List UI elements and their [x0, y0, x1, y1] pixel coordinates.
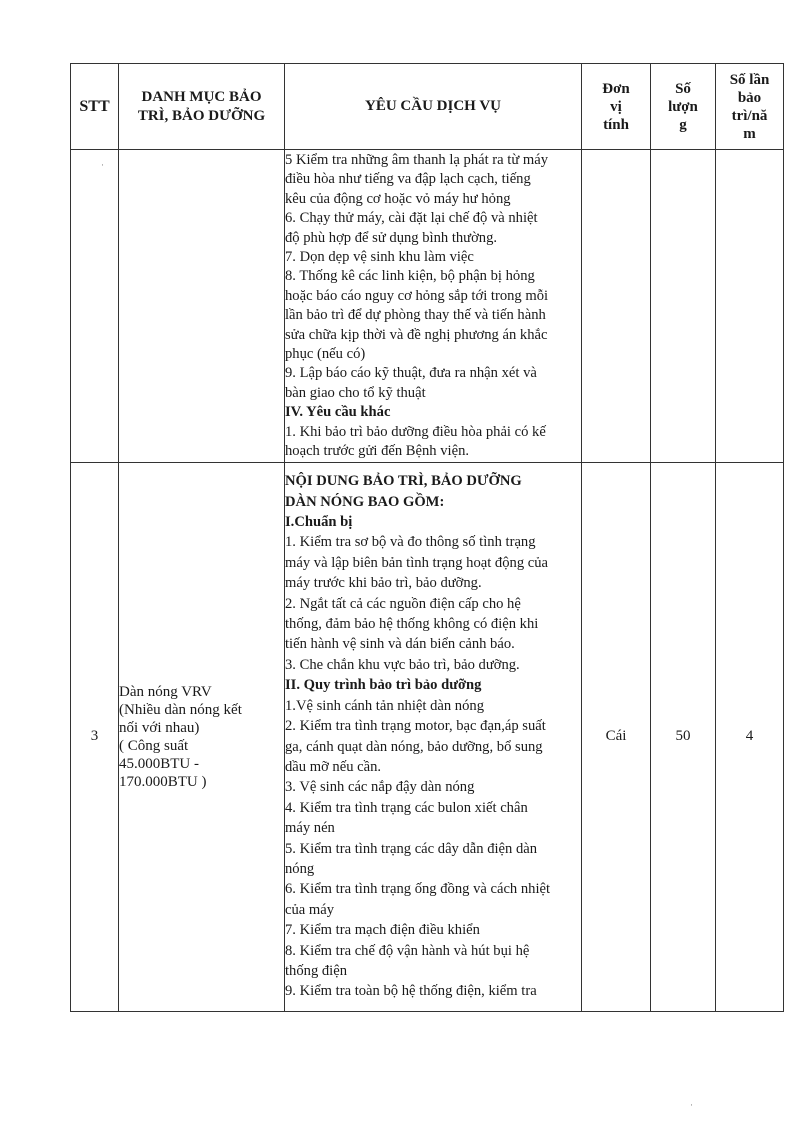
scan-speck: · [690, 1100, 693, 1110]
requirement-line: 8. Kiểm tra chế độ vận hành và hút bụi hệ [285, 942, 530, 959]
cell-unit: Cái [582, 462, 651, 1011]
section-heading: II. Quy trình bảo trì bảo dưỡng [285, 677, 482, 694]
cell-frequency: 4 [716, 462, 784, 1011]
requirement-line: 4. Kiểm tra tình trạng các bulon xiết chân [285, 799, 528, 816]
requirement-line: 3. Vệ sinh các nắp đậy dàn nóng [285, 779, 475, 796]
table-row [71, 150, 784, 463]
requirement-line: 1. Khi bảo trì bảo dưỡng điều hòa phải có kế [285, 423, 546, 440]
header-unit: Đơn vị tính [582, 64, 651, 150]
requirement-line: ga, cánh quạt dàn nóng, bảo dưỡng, bổ sung [285, 738, 543, 755]
table-header-row [71, 64, 784, 150]
requirement-line: tiến hành vệ sinh và dán biển cảnh báo. [285, 636, 515, 653]
requirement-line: sửa chữa kịp thời và đề nghị phương án khắc [285, 326, 548, 343]
header-category: DANH MỤC BẢO TRÌ, BẢO DƯỠNG [119, 64, 285, 150]
requirement-line: hoặc báo cáo nguy cơ hỏng sắp tới trong mỗi [285, 287, 549, 304]
requirement-line: 8. Thống kê các linh kiện, bộ phận bị hỏng [285, 268, 535, 285]
service-table [70, 63, 784, 1012]
requirement-line: 7. Dọn dẹp vệ sinh khu làm việc [285, 249, 474, 266]
requirement-line: máy nén [285, 820, 335, 837]
requirement-line: 2. Kiểm tra tình trạng motor, bạc đạn,áp suất [285, 718, 546, 735]
cell-stt [71, 150, 119, 463]
section-heading: I.Chuẩn bị [285, 514, 353, 531]
requirement-line: điều hòa như tiếng va đập lạch cạch, tiếng [285, 171, 531, 188]
cell-quantity [651, 150, 716, 463]
requirement-line: 6. Chạy thử máy, cài đặt lại chế độ và nhiệt [285, 210, 538, 227]
cell-requirements [285, 462, 582, 1011]
requirement-line: độ phù hợp để sử dụng bình thường. [285, 229, 498, 246]
requirement-line: bàn giao cho tổ kỹ thuật [285, 384, 426, 401]
section-heading: IV. Yêu cầu khác [285, 404, 391, 421]
requirement-line: dầu mỡ nếu cần. [285, 758, 382, 775]
header-stt: STT [71, 64, 119, 150]
requirement-line: 5. Kiểm tra tình trạng các dây dẫn điện dàn [285, 840, 538, 857]
requirement-line: phục (nếu có) [285, 346, 366, 363]
table-row [71, 462, 784, 1011]
header-frequency: Số lần bảo trì/nă m [716, 64, 784, 150]
requirement-line: máy và lập biên bản tình trạng hoạt động của [285, 554, 549, 571]
requirement-line: 1. Kiểm tra sơ bộ và đo thông số tình trạng [285, 534, 536, 551]
requirement-line: 9. Lập báo cáo kỹ thuật, đưa ra nhận xét và [285, 365, 537, 382]
requirement-line: kêu của động cơ hoặc vỏ máy hư hỏng [285, 190, 511, 207]
requirement-line: thống, đảm bảo hệ thống không có điện khi [285, 616, 539, 633]
requirement-line: của máy [285, 901, 335, 918]
section-heading: DÀN NÓNG BAO GỒM: [285, 493, 445, 510]
requirement-line: thống điện [285, 962, 348, 979]
cell-unit [582, 150, 651, 463]
cell-category: Dàn nóng VRV (Nhiều dàn nóng kết nối với nhau) ( Công suất 45.000BTU - 170.000BTU ) [119, 462, 285, 1011]
requirement-line: 1.Vệ sinh cánh tản nhiệt dàn nóng [285, 697, 484, 714]
requirement-line: lần bảo trì để dự phòng thay thế và tiến hành [285, 307, 546, 324]
cell-frequency [716, 150, 784, 463]
requirement-line: 6. Kiểm tra tình trạng ống đồng và cách nhiệt [285, 881, 551, 898]
scan-speck: · [101, 160, 104, 170]
requirement-line: 2. Ngắt tất cả các nguồn điện cấp cho hệ [285, 595, 521, 612]
section-heading: NỘI DUNG BẢO TRÌ, BẢO DƯỠNG [285, 473, 522, 490]
requirement-line: hoạch trước gửi đến Bệnh viện. [285, 443, 470, 460]
cell-quantity: 50 [651, 462, 716, 1011]
requirement-line: 7. Kiểm tra mạch điện điều khiển [285, 922, 480, 939]
requirement-line: 9. Kiểm tra toàn bộ hệ thống điện, kiểm tra [285, 983, 537, 1000]
requirement-line: máy trước khi bảo trì, bảo dưỡng. [285, 575, 482, 592]
cell-requirements [285, 150, 582, 463]
requirement-line: 5 Kiểm tra những âm thanh lạ phát ra từ máy [285, 152, 549, 168]
requirement-line: nóng [285, 860, 315, 877]
cell-stt: 3 [71, 462, 119, 1011]
cell-category [119, 150, 285, 463]
requirement-line: 3. Che chắn khu vực bảo trì, bảo dưỡng. [285, 656, 520, 673]
header-quantity: Số lượn g [651, 64, 716, 150]
header-requirement: YÊU CẦU DỊCH VỤ [285, 64, 582, 150]
